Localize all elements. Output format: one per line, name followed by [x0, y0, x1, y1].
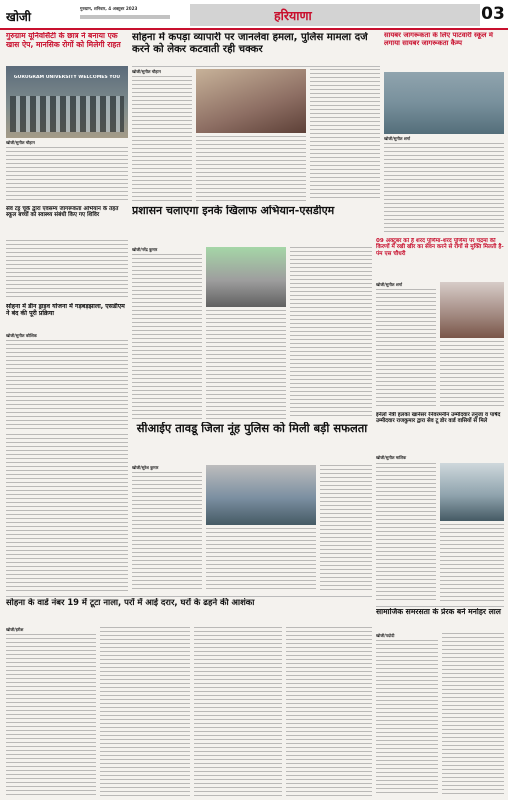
article-3-headline: सायबर जागरूकता के लिए पाटवारी स्कूल में लगाया सायबर जागरूकता कैम्प [384, 32, 493, 47]
brand-logo: खोजी [6, 10, 31, 24]
article-2-photo [196, 69, 306, 133]
article-1-headline: गुरुग्राम यूनिवर्सिटी के छात्र ने बनाया एक खास ऐप, मानसिक रोगों को मिलेगी राहत [6, 32, 121, 49]
article-7-continued [6, 434, 128, 594]
article-8-headline: सीआईए तावडू जिला नूंह पुलिस को मिली बड़ी सफलता [136, 422, 368, 435]
article-10-body-col2 [100, 627, 190, 796]
article-9-headline: इनेलो नेत्री हलका खानेसर रेनेवरमनीन उम्मीदवार तनुजा व पार्षद उम्मीदवार राजकुमार द्वारा सेव टू डोर वार्ड वासियों से मिले [376, 412, 501, 425]
article-11-body-col2 [442, 633, 504, 796]
article-4-photo [206, 247, 286, 307]
article-4-body-col2 [206, 310, 286, 419]
article-10-byline: खोजी/हरीश [6, 627, 24, 632]
article-9-byline: खोजी/सुनील मालिक [376, 455, 407, 460]
article-5-body-col2 [440, 341, 504, 409]
article-3-body [384, 143, 504, 235]
article-2-body-col3 [310, 69, 380, 201]
section-bar [190, 4, 480, 26]
dateline-sub [80, 15, 170, 19]
article-5-byline: खोजी/सुनील शर्मा [376, 282, 402, 287]
people-row [10, 96, 124, 132]
article-8-body-col1 [132, 472, 202, 590]
article-3-byline: खोजी/सुनील शर्मा [384, 136, 410, 141]
article-8-photo [206, 465, 316, 525]
article-2-body-col1 [132, 76, 192, 201]
masthead [0, 0, 508, 30]
article-10-body-col4 [286, 627, 372, 796]
dateline: गुरुग्राम, शनिवार, 4 अक्टूबर 2023 [80, 6, 138, 11]
article-11-byline: खोजी/पदोदी [376, 633, 395, 638]
article-7-byline: खोजी/सुनील कौशिक [6, 333, 37, 338]
article-3-photo [384, 72, 504, 134]
article-6-body [6, 240, 128, 300]
article-9-body-col1 [376, 463, 436, 603]
article-4-byline: खोजी/नरेंद्र कुमार [132, 247, 158, 252]
article-2-byline: खोजी/सुनील चौहान [132, 69, 161, 74]
article-10-body-col3 [194, 627, 282, 796]
section-title: हरियाणा [274, 8, 312, 23]
article-4-headline: प्रशासन चलाएगा इनके खिलाफ अभियान-एसडीएम [132, 205, 335, 217]
article-4-body-col1 [132, 254, 202, 419]
article-1-body [6, 147, 128, 203]
article-10-body-col1 [6, 634, 96, 796]
article-11-headline: सामाजिक समरसता के प्रेरक बने मनोहर लाल [376, 608, 501, 616]
article-6-headline: सेव टट्ट चूके द्वारा एवसम्य जागरूकता अभियान के तहत स्कूल बच्चों को स्वास्थ्य संबंधी किए गए शिविर [6, 206, 119, 219]
article-7-body [6, 340, 128, 430]
article-1-photo [6, 66, 128, 138]
divider-a2 [132, 66, 380, 67]
article-5-photo [440, 282, 504, 338]
divider-a11 [376, 606, 504, 607]
article-8-body-col2 [206, 528, 316, 590]
article-2-body-col2 [196, 136, 306, 201]
page-number: 03 [481, 4, 505, 24]
article-10-headline: सोहना के वार्ड नंबर 19 में टूटा नाला, परों में आई दरार, घरों के ढहने की आशंका [6, 598, 255, 607]
article-8-body-col3 [320, 465, 372, 590]
banner-text: GURUGRAM UNIVERSITY WELCOMES YOU [13, 75, 121, 80]
article-2-headline: सोहना में कपड़ा व्यापारी पर जानलेवा हमला, पुलिस मामला दर्ज करने को लेकर कटवाती रही चक्कर [132, 32, 368, 55]
article-11-body-col1 [376, 640, 438, 796]
article-5-body-col1 [376, 289, 436, 409]
article-9-body-col2 [440, 524, 504, 603]
article-5-headline: 09 अक्टूबर को है शरद पूर्णिमा-शरद पूर्णिमा पर चंद्रमा की किरणों में रखी खीर का सेवन करने से रोगों से मुक्ति मिलती है-पंम एस चौधरी [376, 238, 504, 257]
article-8-byline: खोजी/सुरेश कुमार [132, 465, 159, 470]
article-4-body-col3 [290, 247, 372, 419]
divider-a10 [6, 596, 372, 597]
article-9-photo [440, 463, 504, 521]
article-1-byline: खोजी/सुनील चौहान [6, 140, 35, 145]
article-7-headline: सोहना में डीन ड्राइव योजना में गड़बड़झाला, एसडीएम ने बंद की पूरी प्रक्रिया [6, 303, 125, 318]
